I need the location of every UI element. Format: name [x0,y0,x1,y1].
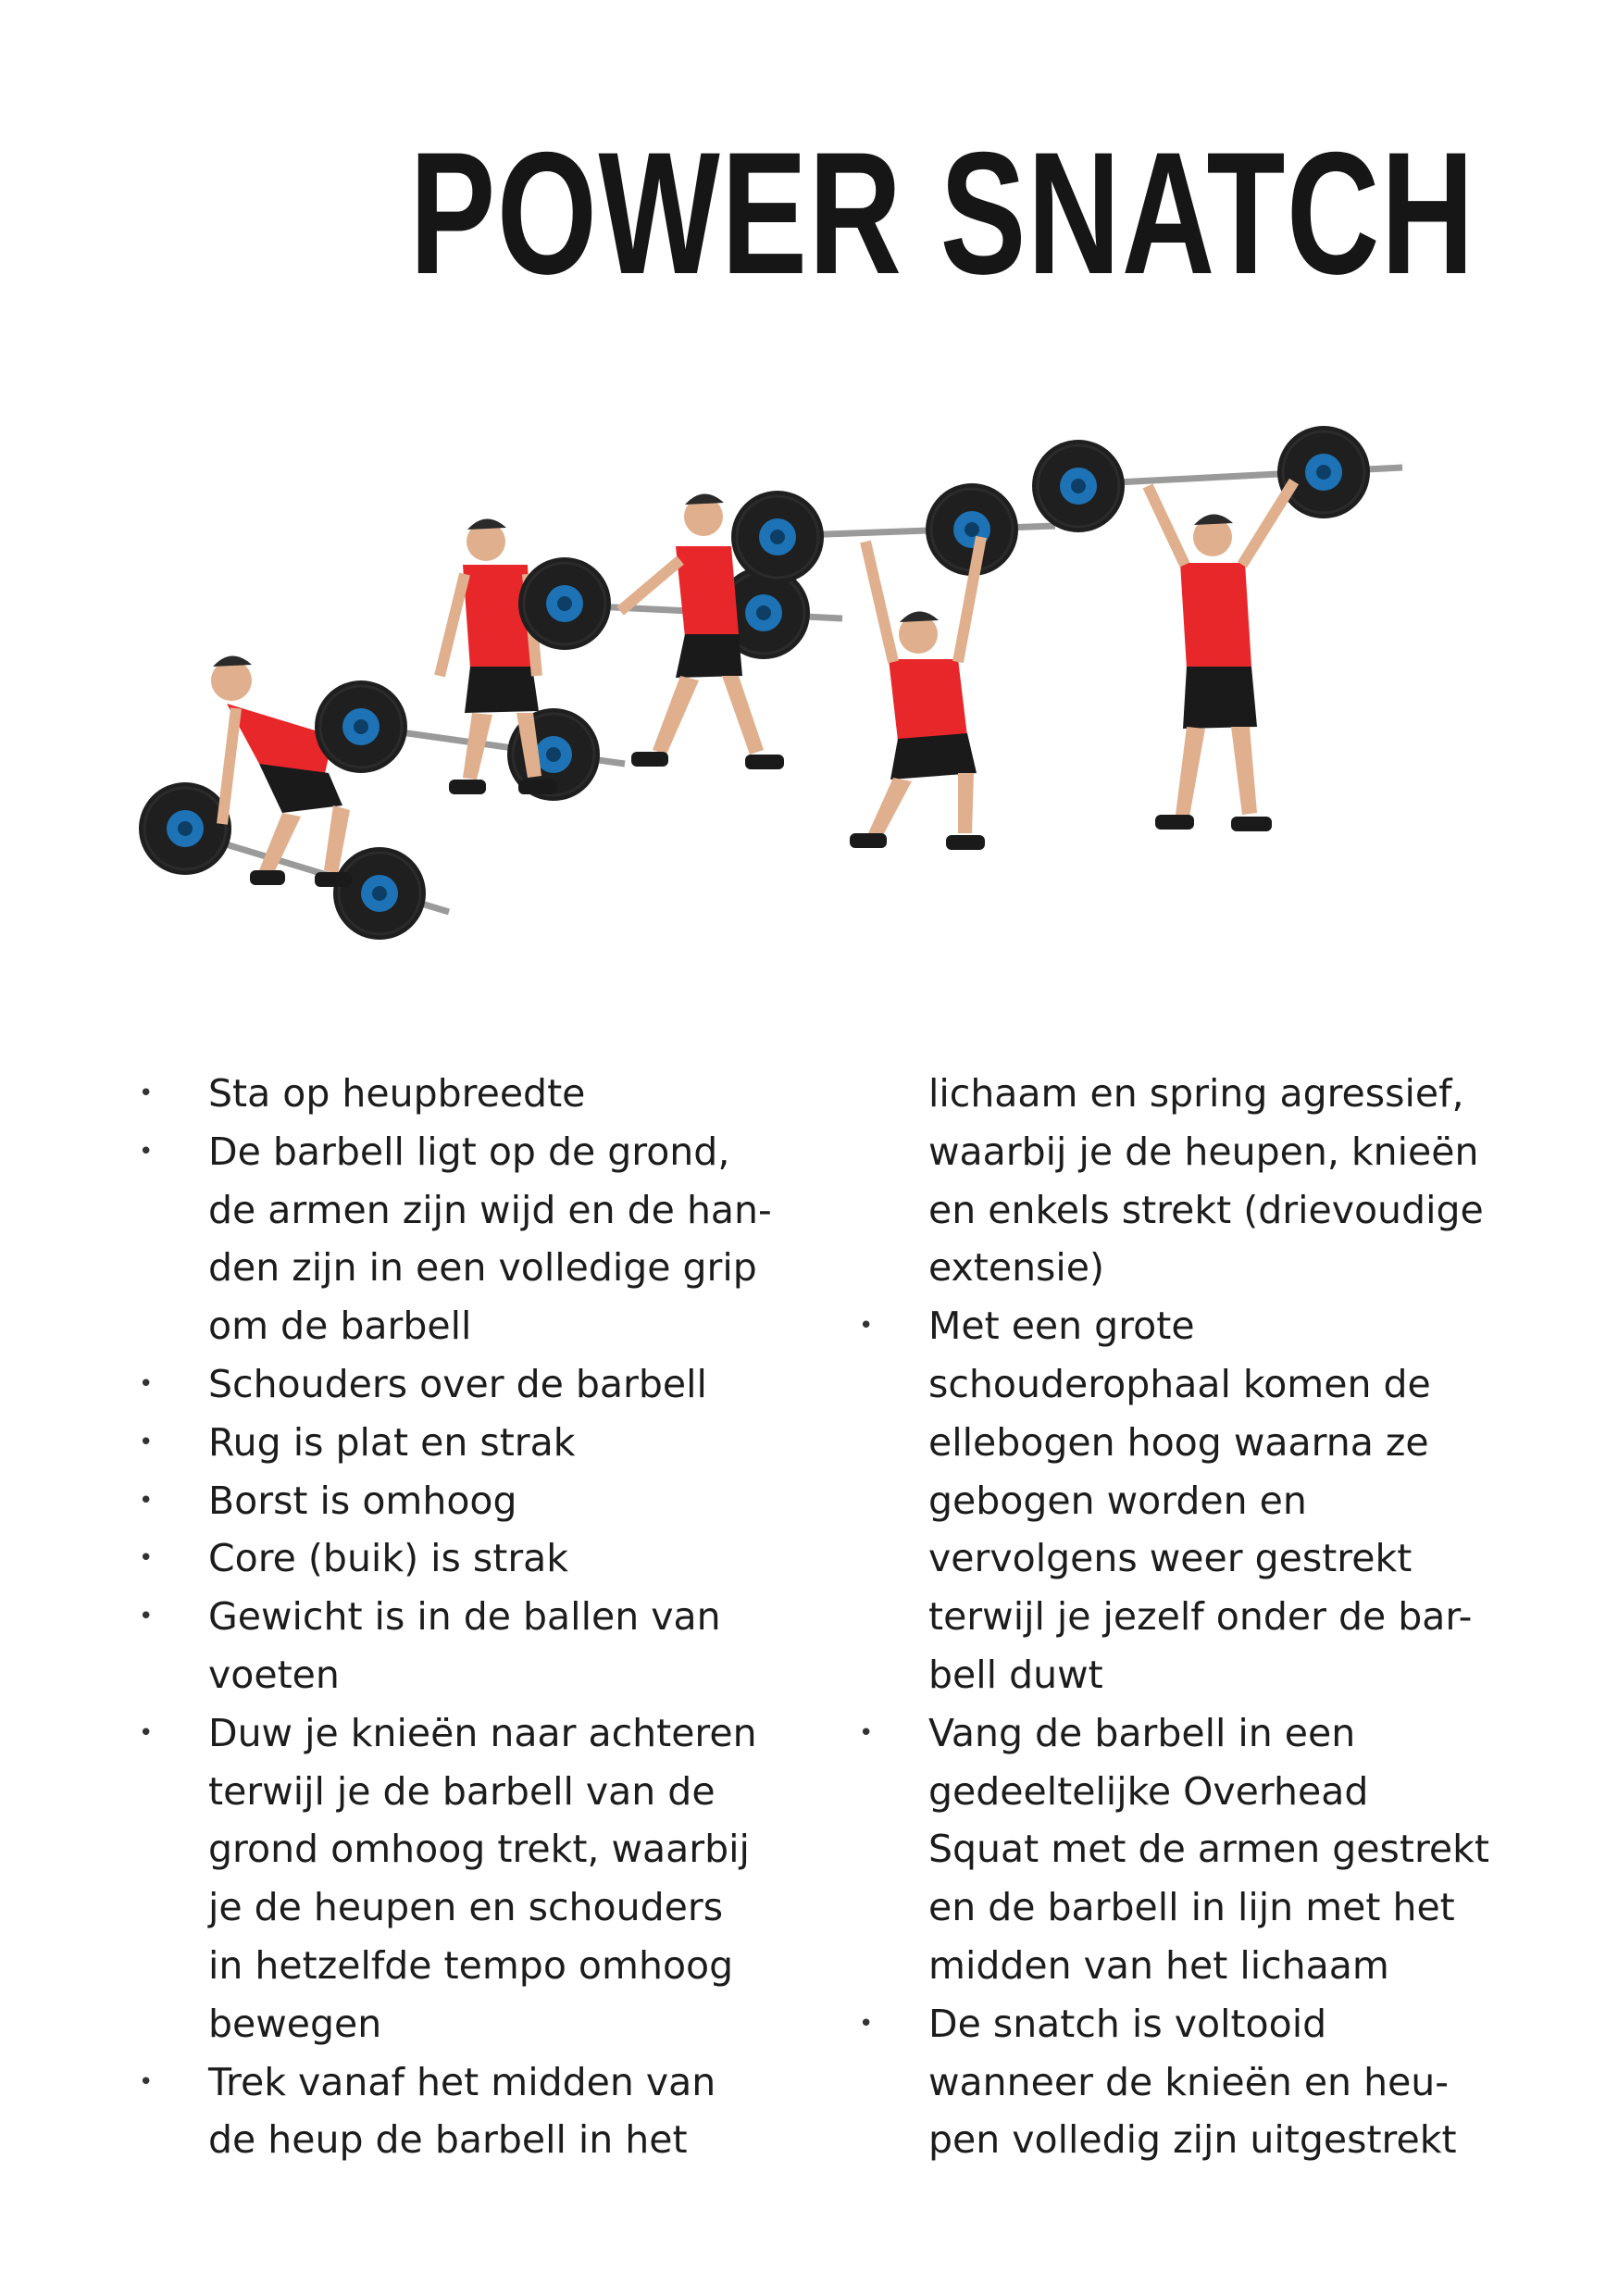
instruction-list-right [850,1065,1516,2169]
instruction-item: • De snatch is voltooid wanneer de knieën en heu- pen volledig zijn uitgestrekt [850,1995,1516,2169]
weightlifter-sequence-illustration [120,398,1564,991]
instruction-item: • Rug is plat en strak [130,1414,778,1472]
instruction-item: • Gewicht is in de ballen van voeten [130,1588,778,1704]
instruction-item: • Duw je knieën naar achteren terwijl je de barbell van de grond omhoog trekt, waarbij je de heupen en schouders in hetzelfde tempo omhoog bewegen [130,1704,778,2053]
instruction-item: lichaam en spring agressief, waarbij je de heupen, knieën en enkels strekt (drievoudige extensie) [928,1071,1484,1291]
instruction-item: • Schouders over de barbell [130,1355,778,1414]
instruction-item: • De barbell ligt op de grond, de armen zijn wijd en de han- den zijn in een volledige grip om de barbell [130,1123,778,1355]
instruction-item: • Core (buik) is strak [130,1529,778,1588]
instruction-item: • Trek vanaf het midden van de heup de barbell in het [130,2053,778,2170]
lifter-position-4 [731,483,1055,850]
page-title: POWER SNATCH [409,116,1475,310]
instruction-list-left [130,1065,778,2169]
instruction-item: • Vang de barbell in een gedeeltelijke Overhead Squat met de armen gestrekt en de barbell in lijn met het midden van het lichaam [850,1704,1516,1995]
instruction-item: • Met een grote schouderophaal komen de ellebogen hoog waarna ze gebogen worden en vervolgens weer gestrekt terwijl je jezelf onder de bar- bell duwt [850,1297,1516,1704]
lifter-position-5 [1032,426,1402,831]
instruction-item: • Sta op heupbreedte [130,1065,778,1123]
lifter-position-1 [139,655,449,940]
instruction-item: • Borst is omhoog [130,1472,778,1530]
